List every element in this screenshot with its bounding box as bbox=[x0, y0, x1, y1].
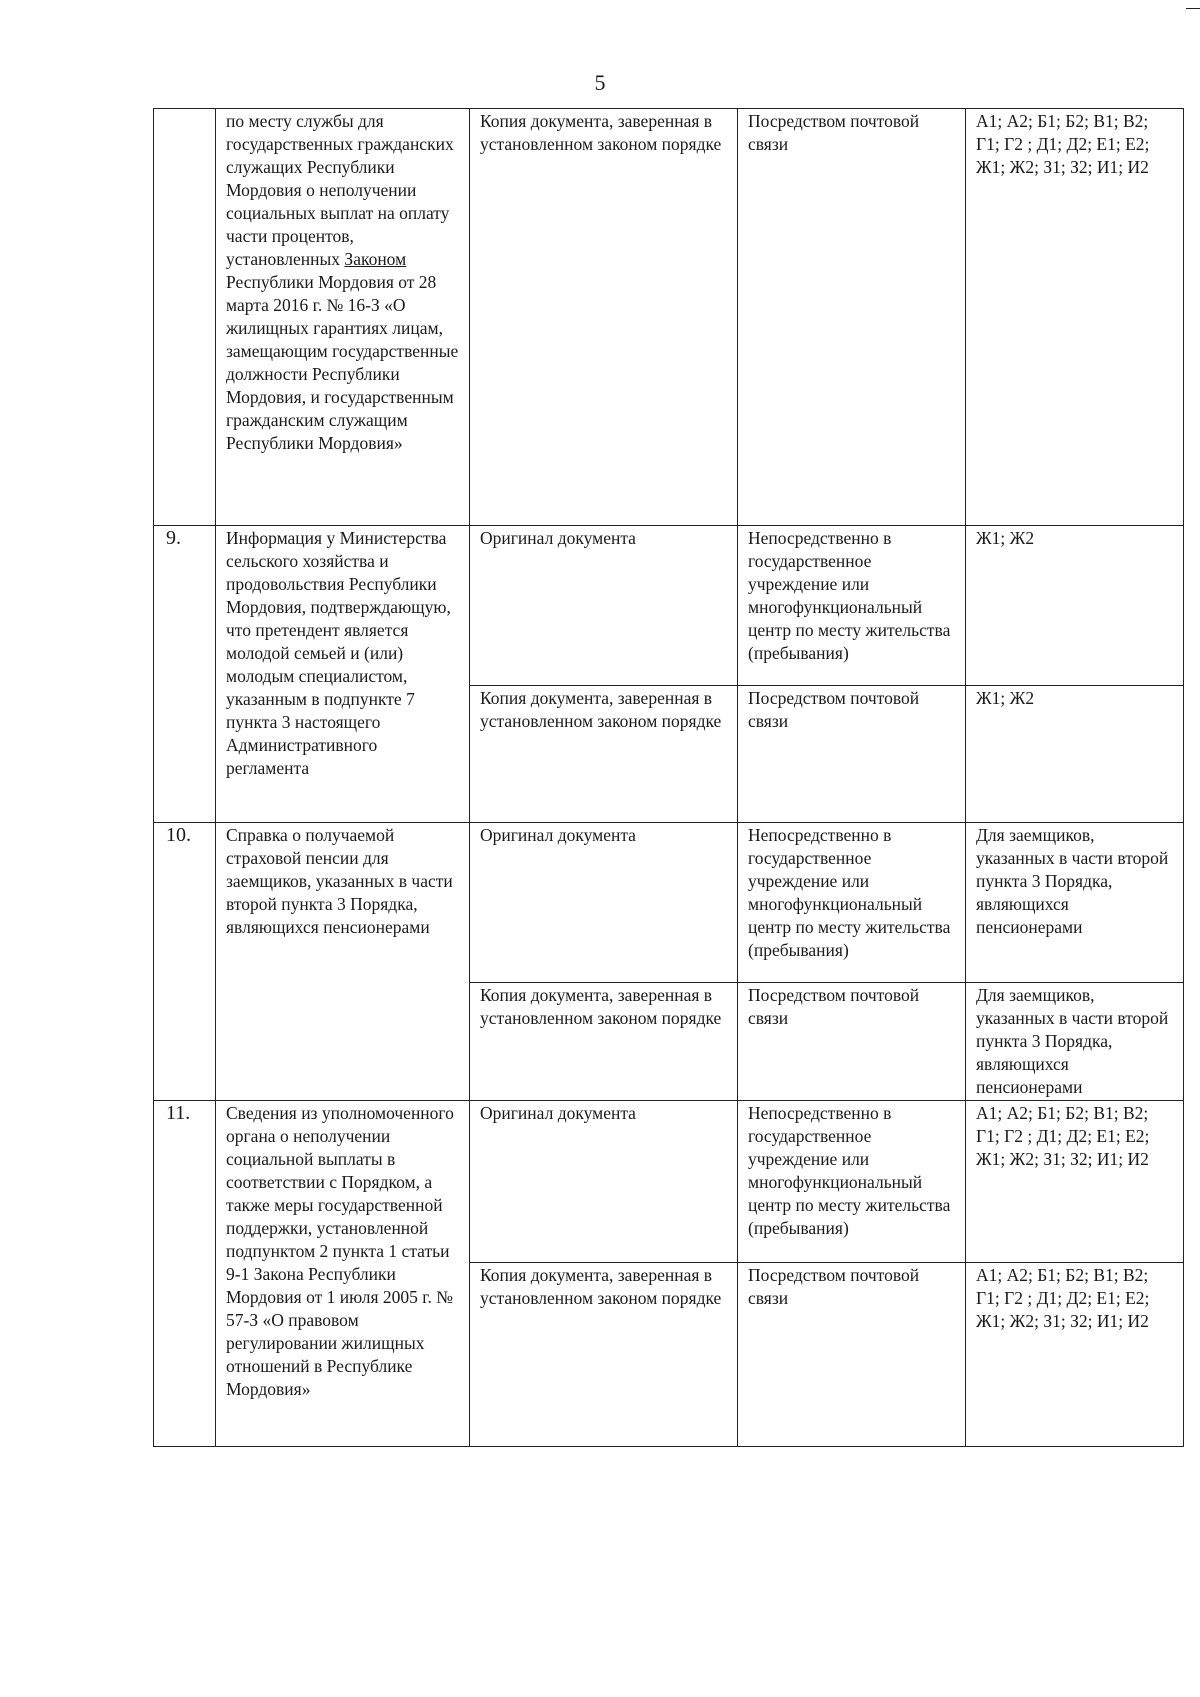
table-row bbox=[154, 109, 1184, 526]
submission-method: Непосредственно в государственное учреждение или многофункциональный центр по месту жительства (пребывания) bbox=[738, 823, 966, 983]
document-name: Сведения из уполномоченного органа о неполучении социальной выплаты в соответствии с Порядком, а также меры государственной поддержки, установленной подпунктом 2 пункта 1 статьи 9-1 Закона Республики Мордовия от 1 июля 2005 г. № 57-З «О правовом регулировании жилищных отношений в Республике Мордовия» bbox=[216, 1101, 470, 1447]
document-form: Копия документа, заверенная в установленном законом порядке bbox=[470, 686, 738, 823]
row-number: 11. bbox=[154, 1101, 216, 1447]
documents-table bbox=[153, 108, 1184, 1447]
document-name: Информация у Министерства сельского хозяйства и продовольствия Республики Мордовия, подтверждающую, что претендент является молодой семьей и (или) молодым специалистом, указанным в подпункте 7 пункта 3 настоящего Административного регламента bbox=[216, 526, 470, 823]
document-name: Справка о получаемой страховой пенсии для заемщиков, указанных в части второй пункта 3 Порядка, являющихся пенсионерами bbox=[216, 823, 470, 1101]
applicant-categories: Для заемщиков, указанных в части второй пункта 3 Порядка, являющихся пенсионерами bbox=[966, 823, 1184, 983]
table-row bbox=[154, 823, 1184, 983]
row-number bbox=[154, 109, 216, 526]
applicant-categories: А1; А2; Б1; Б2; В1; В2; Г1; Г2 ; Д1; Д2; Е1; Е2; Ж1; Ж2; З1; З2; И1; И2 bbox=[966, 1101, 1184, 1263]
submission-method: Непосредственно в государственное учреждение или многофункциональный центр по месту жительства (пребывания) bbox=[738, 526, 966, 686]
law-link[interactable]: Законом bbox=[344, 249, 407, 269]
table-row bbox=[154, 526, 1184, 686]
submission-method: Непосредственно в государственное учреждение или многофункциональный центр по месту жительства (пребывания) bbox=[738, 1101, 966, 1263]
document-form: Оригинал документа bbox=[470, 526, 738, 686]
applicant-categories: Ж1; Ж2 bbox=[966, 526, 1184, 686]
submission-method: Посредством почтовой связи bbox=[738, 686, 966, 823]
document-form: Копия документа, заверенная в установленном законом порядке bbox=[470, 109, 738, 526]
table-row bbox=[154, 1101, 1184, 1263]
document-form: Копия документа, заверенная в установленном законом порядке bbox=[470, 983, 738, 1101]
document-form: Оригинал документа bbox=[470, 1101, 738, 1263]
submission-method: Посредством почтовой связи bbox=[738, 983, 966, 1101]
applicant-categories: Для заемщиков, указанных в части второй пункта 3 Порядка, являющихся пенсионерами bbox=[966, 983, 1184, 1101]
submission-method: Посредством почтовой связи bbox=[738, 1263, 966, 1447]
document-name: по месту службы для государственных гражданских служащих Республики Мордовия о неполучении социальных выплат на оплату части процентов, установленных Законом Республики Мордовия от 28 марта 2016 г. № 16-З «О жилищных гарантиях лицам, замещающим государственные должности Республики Мордовия, и государственным гражданским служащим Республики Мордовия» bbox=[216, 109, 470, 526]
row-number: 9. bbox=[154, 526, 216, 823]
document-form: Копия документа, заверенная в установленном законом порядке bbox=[470, 1263, 738, 1447]
applicant-categories: Ж1; Ж2 bbox=[966, 686, 1184, 823]
submission-method: Посредством почтовой связи bbox=[738, 109, 966, 526]
page-number: 5 bbox=[594, 70, 606, 95]
applicant-categories: А1; А2; Б1; Б2; В1; В2; Г1; Г2 ; Д1; Д2; Е1; Е2; Ж1; Ж2; З1; З2; И1; И2 bbox=[966, 1263, 1184, 1447]
row-number: 10. bbox=[154, 823, 216, 1101]
applicant-categories: А1; А2; Б1; Б2; В1; В2; Г1; Г2 ; Д1; Д2; Е1; Е2; Ж1; Ж2; З1; З2; И1; И2 bbox=[966, 109, 1184, 526]
document-form: Оригинал документа bbox=[470, 823, 738, 983]
margin-mark bbox=[1186, 8, 1200, 9]
